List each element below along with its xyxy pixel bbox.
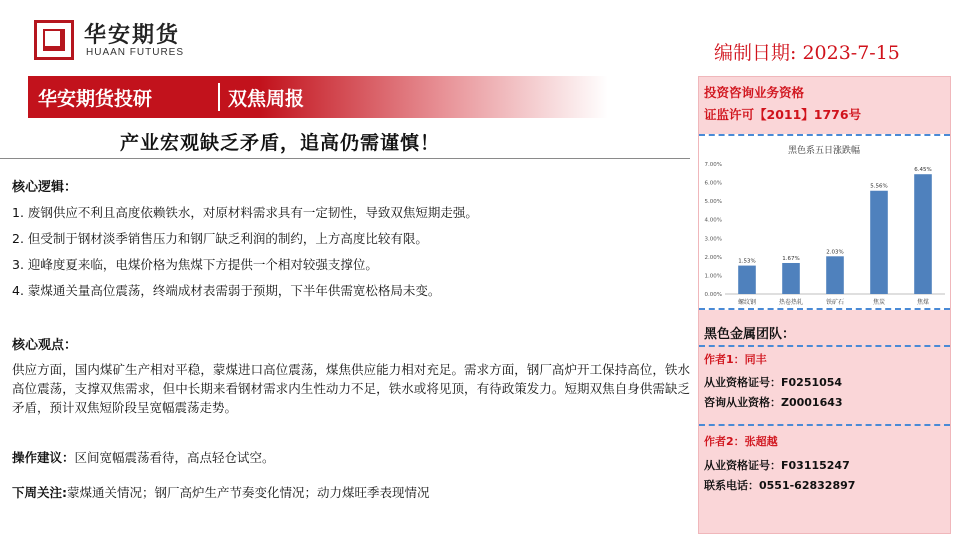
sidebar-divider xyxy=(699,424,950,426)
core-logic-item: 3. 迎峰度夏来临，电煤价格为焦煤下方提供一个相对较强支撑位。 xyxy=(12,257,378,272)
operation-advice-text: 区间宽幅震荡看待，高点轻仓试空。 xyxy=(74,450,275,465)
y-tick-label: 3.00% xyxy=(704,236,722,243)
core-view-title: 核心观点： xyxy=(12,338,78,353)
team-title: 黑色金属团队： xyxy=(704,327,796,342)
author1-name: 作者1：同丰 xyxy=(704,353,767,366)
sidebar-divider xyxy=(699,345,950,347)
y-tick-label: 2.00% xyxy=(704,254,722,261)
bar-value-label: 5.56% xyxy=(870,183,888,190)
logo-inner-square xyxy=(43,29,65,51)
report-banner xyxy=(28,76,608,118)
core-view-text: 供应方面，国内煤矿生产相对平稳，蒙煤进口高位震荡，煤焦供应能力相对充足。需求方面，钢厂高炉开工保持高位，铁水高位震荡，支撑双焦需求，但中长期来看钢材需求内生性动力不足，铁水或将见顶，有待政策发力。短期双焦自身供需缺乏矛盾，预计双焦短阶段呈宽幅震荡走势。 xyxy=(12,362,690,415)
company-logo-mark xyxy=(34,20,74,60)
chart-container xyxy=(699,134,950,310)
author2-license: 从业资格证号：F03115247 xyxy=(704,459,850,472)
bar-value-label: 2.03% xyxy=(826,249,844,256)
next-week-label: 下周关注: xyxy=(12,485,67,500)
banner-report-type: 双焦周报 xyxy=(228,88,305,110)
x-tick-label: 热卷热轧 xyxy=(778,299,804,306)
operation-advice xyxy=(12,448,275,466)
author1-license: 从业资格证号：F0251054 xyxy=(704,376,843,389)
logo-bar-vertical xyxy=(60,31,63,49)
y-tick-label: 1.00% xyxy=(704,273,722,280)
core-logic-title: 核心逻辑： xyxy=(12,180,78,195)
y-tick-label: 6.00% xyxy=(704,180,722,187)
report-date: 编制日期: 2023-7-15 xyxy=(714,42,900,64)
report-headline: 产业宏观缺乏矛盾，追高仍需谨慎！ xyxy=(120,132,441,154)
y-tick-label: 7.00% xyxy=(704,162,722,168)
chart-bar xyxy=(782,263,800,294)
author2-name: 作者2：张超越 xyxy=(704,435,778,448)
bar-chart xyxy=(699,136,950,308)
x-tick-label: 焦炭 xyxy=(872,299,886,306)
bar-value-label: 1.53% xyxy=(738,258,756,265)
bar-value-label: 6.45% xyxy=(914,167,932,174)
chart-bar xyxy=(826,256,844,294)
next-week-focus xyxy=(12,483,430,501)
company-name-en: HUAAN FUTURES xyxy=(86,47,185,58)
y-tick-label: 0.00% xyxy=(704,292,722,298)
x-tick-label: 焦煤 xyxy=(916,299,930,306)
core-logic-list xyxy=(12,200,682,304)
headline-divider xyxy=(0,158,690,159)
operation-advice-label: 操作建议： xyxy=(12,450,75,465)
chart-bar xyxy=(738,266,756,294)
chart-bar xyxy=(914,174,932,294)
author2-phone: 联系电话：0551-62832897 xyxy=(704,479,856,492)
x-tick-label: 螺纹钢 xyxy=(737,299,757,306)
author1-consult-license: 咨询从业资格：Z0001643 xyxy=(704,396,843,409)
banner-divider xyxy=(218,83,220,111)
qualification-line1: 投资咨询业务资格 xyxy=(704,85,805,100)
core-logic-item: 1. 废钢供应不利且高度依赖铁水，对原材料需求具有一定韧性，导致双焦短期走强。 xyxy=(12,205,478,220)
core-logic-item: 2. 但受制于钢材淡季销售压力和钢厂缺乏利润的制约，上方高度比较有限。 xyxy=(12,231,428,246)
company-name-cn: 华安期货 xyxy=(84,22,181,48)
banner-brand: 华安期货投研 xyxy=(38,88,153,110)
core-logic-item: 4. 蒙煤通关量高位震荡，终端成材表需弱于预期，下半年供需宽松格局未变。 xyxy=(12,283,441,298)
y-tick-label: 4.00% xyxy=(704,217,722,224)
sidebar-panel xyxy=(698,76,951,534)
y-tick-label: 5.00% xyxy=(704,199,722,206)
chart-bar xyxy=(870,191,888,294)
chart-title: 黑色系五日涨跌幅 xyxy=(787,146,861,156)
x-tick-label: 铁矿石 xyxy=(825,299,845,306)
bar-value-label: 1.67% xyxy=(782,255,800,262)
qualification-line2: 证监许可【2011】1776号 xyxy=(704,107,862,122)
next-week-text: 蒙煤通关情况；钢厂高炉生产节奏变化情况；动力煤旺季表现情况 xyxy=(67,485,430,500)
